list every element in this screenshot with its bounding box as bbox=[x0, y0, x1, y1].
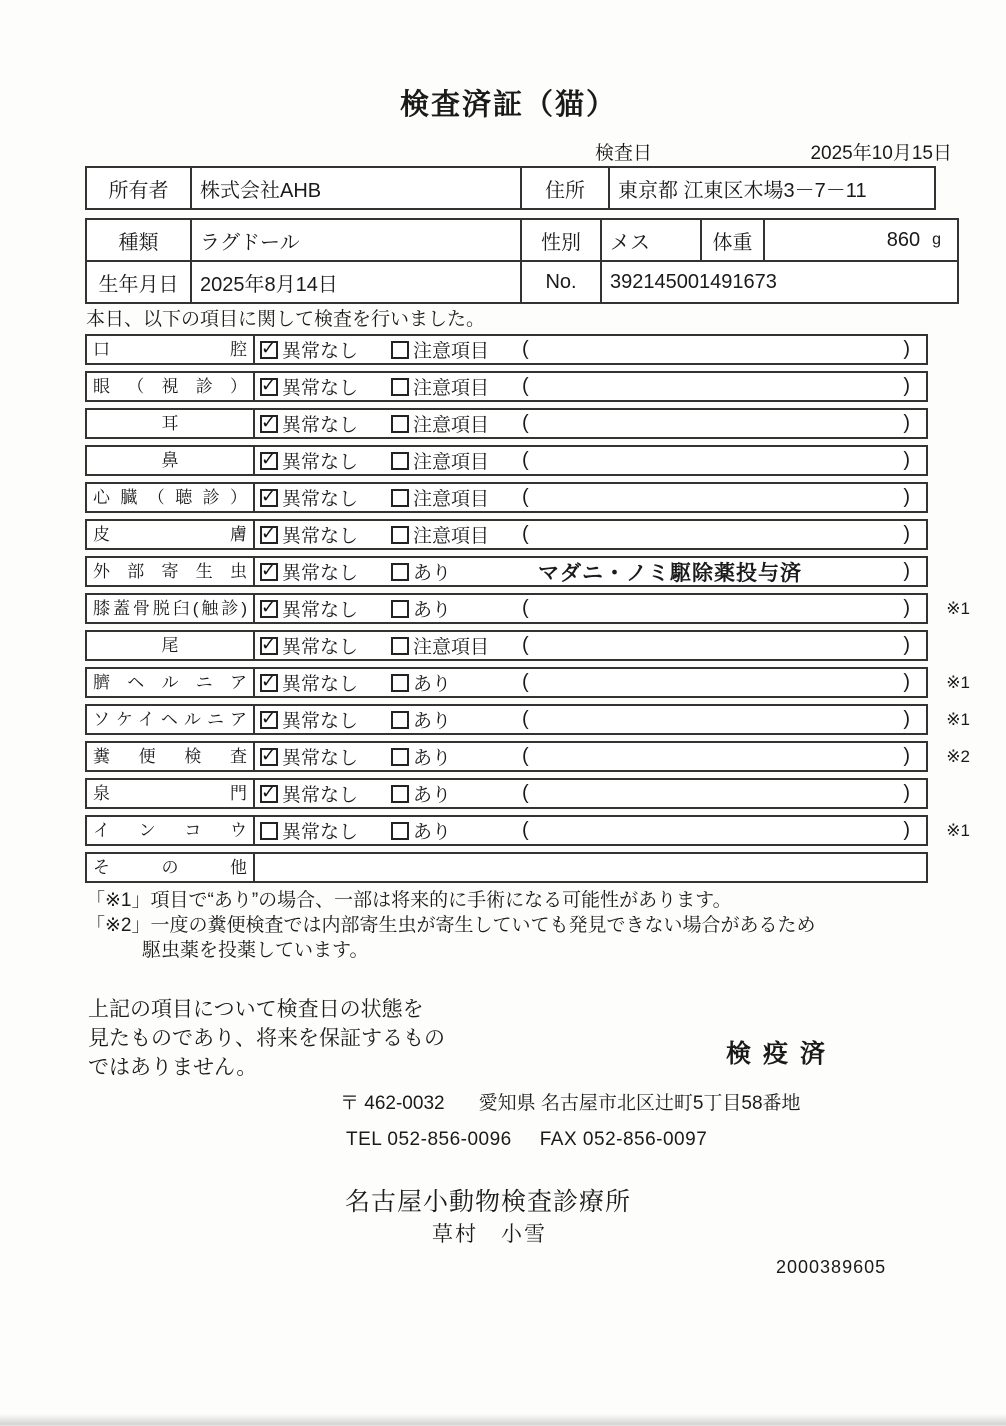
footnote-mark: ※1 bbox=[946, 673, 970, 692]
exam-table-row bbox=[85, 852, 928, 883]
owner-value: 株式会社AHB bbox=[192, 168, 522, 208]
checkbox-label: 異常なし bbox=[282, 563, 359, 584]
exam-item-content bbox=[255, 336, 926, 363]
checkbox-icon bbox=[391, 341, 409, 359]
open-paren: ( bbox=[522, 523, 529, 545]
exam-table-row bbox=[85, 630, 928, 661]
exam-item-label: 皮膚 bbox=[87, 521, 255, 548]
result-paren-area bbox=[522, 597, 926, 620]
exam-table-row bbox=[85, 371, 928, 402]
normal-checkbox bbox=[260, 521, 391, 548]
open-paren: ( bbox=[522, 486, 529, 508]
clinic-tel-line bbox=[346, 1129, 707, 1151]
normal-checkbox bbox=[260, 632, 391, 659]
normal-checkbox bbox=[260, 595, 391, 622]
exam-table bbox=[85, 334, 970, 889]
checkbox-icon bbox=[391, 637, 409, 655]
exam-table-row bbox=[85, 445, 928, 476]
clinic-address: 愛知県 名古屋市北区辻町5丁目58番地 bbox=[478, 1093, 801, 1114]
checkbox-label: 異常なし bbox=[282, 711, 359, 732]
checkbox-label: 異常なし bbox=[282, 785, 359, 806]
result-paren-area bbox=[522, 449, 926, 472]
checkbox-label: 異常なし bbox=[282, 489, 359, 510]
open-paren: ( bbox=[522, 782, 529, 804]
open-paren: ( bbox=[522, 449, 529, 471]
attention-checkbox bbox=[391, 669, 522, 696]
exam-table-row bbox=[85, 556, 928, 587]
checkbox-icon bbox=[260, 341, 278, 359]
open-paren: ( bbox=[522, 634, 529, 656]
footnote-1: 「※1」項目で“あり”の場合、一部は将来的に手術になる可能性があります。 bbox=[86, 890, 732, 911]
checkbox-icon bbox=[391, 822, 409, 840]
disclaimer-line-2: 見たものであり、将来を保証するもの bbox=[88, 1027, 445, 1050]
checkbox-icon bbox=[391, 748, 409, 766]
result-paren-area bbox=[522, 375, 926, 398]
birth-label: 生年月日 bbox=[87, 262, 192, 302]
normal-checkbox bbox=[260, 447, 391, 474]
exam-item-label: 鼻 bbox=[87, 447, 255, 474]
result-paren-area bbox=[522, 412, 926, 435]
footnote-mark: ※2 bbox=[946, 747, 970, 766]
address-label: 住所 bbox=[522, 168, 610, 208]
exam-item-content bbox=[255, 521, 926, 548]
breed-label: 種類 bbox=[87, 220, 192, 260]
normal-checkbox bbox=[260, 743, 391, 770]
checkbox-label: 異常なし bbox=[282, 526, 359, 547]
checkbox-icon bbox=[391, 785, 409, 803]
close-paren: ) bbox=[903, 782, 910, 804]
close-paren: ) bbox=[903, 523, 910, 545]
checkbox-icon bbox=[260, 637, 278, 655]
weight-cell bbox=[765, 220, 957, 260]
breed-value: ラグドール bbox=[192, 220, 522, 260]
footnote-mark: ※1 bbox=[946, 599, 970, 618]
open-paren: ( bbox=[522, 375, 529, 397]
checkbox-label: あり bbox=[413, 563, 452, 584]
checkbox-label: 異常なし bbox=[282, 378, 359, 399]
checkbox-icon bbox=[260, 711, 278, 729]
exam-item-content bbox=[255, 595, 926, 622]
owner-table bbox=[85, 166, 936, 210]
exam-table-row bbox=[85, 667, 970, 698]
checkbox-label: 異常なし bbox=[282, 637, 359, 658]
exam-item-content bbox=[255, 854, 926, 881]
checkbox-label: 異常なし bbox=[282, 415, 359, 436]
exam-item-content bbox=[255, 484, 926, 511]
close-paren: ) bbox=[903, 412, 910, 434]
checkbox-label: あり bbox=[413, 600, 452, 621]
checkbox-icon bbox=[260, 748, 278, 766]
normal-checkbox bbox=[260, 780, 391, 807]
checkbox-icon bbox=[391, 526, 409, 544]
exam-item-label: 耳 bbox=[87, 410, 255, 437]
veterinarian-name: 草村 小雪 bbox=[432, 1223, 547, 1246]
open-paren: ( bbox=[522, 708, 529, 730]
owner-label: 所有者 bbox=[87, 168, 192, 208]
attention-checkbox bbox=[391, 373, 522, 400]
checkbox-icon bbox=[391, 452, 409, 470]
checkbox-icon bbox=[260, 563, 278, 581]
exam-item-label: その他 bbox=[87, 854, 255, 881]
clinic-name: 名古屋小動物検査診療所 bbox=[345, 1188, 632, 1216]
checkbox-icon bbox=[260, 822, 278, 840]
result-paren-area bbox=[522, 634, 926, 657]
close-paren: ) bbox=[903, 560, 910, 582]
exam-item-content bbox=[255, 743, 926, 770]
attention-checkbox bbox=[391, 780, 522, 807]
footnote-mark: ※1 bbox=[946, 710, 970, 729]
exam-item-label: ソケイヘルニア bbox=[87, 706, 255, 733]
info-row-breed bbox=[87, 220, 957, 260]
attention-checkbox bbox=[391, 521, 522, 548]
open-paren: ( bbox=[522, 671, 529, 693]
attention-checkbox bbox=[391, 817, 522, 844]
checkbox-label: 注意項目 bbox=[413, 378, 490, 399]
exam-item-label: インコウ bbox=[87, 817, 255, 844]
checkbox-label: あり bbox=[413, 711, 452, 732]
close-paren: ) bbox=[903, 449, 910, 471]
normal-checkbox bbox=[260, 373, 391, 400]
checkbox-label: 異常なし bbox=[282, 600, 359, 621]
footnotes bbox=[86, 888, 816, 963]
checkbox-icon bbox=[260, 415, 278, 433]
exam-table-row bbox=[85, 408, 928, 439]
page-title: 検査済証（猫） bbox=[399, 89, 617, 121]
clinic-postal-code: 〒 462-0032 bbox=[340, 1093, 445, 1114]
attention-checkbox bbox=[391, 447, 522, 474]
result-paren-area bbox=[522, 708, 926, 731]
normal-checkbox bbox=[260, 410, 391, 437]
exam-item-content bbox=[255, 373, 926, 400]
result-paren-area bbox=[522, 782, 926, 805]
exam-date-value: 2025年10月15日 bbox=[810, 143, 952, 164]
checkbox-label: あり bbox=[413, 674, 452, 695]
open-paren: ( bbox=[522, 597, 529, 619]
clinic-tel: TEL 052-856-0096 bbox=[346, 1129, 512, 1150]
checkbox-label: 注意項目 bbox=[413, 526, 490, 547]
attention-checkbox bbox=[391, 484, 522, 511]
checkbox-label: 異常なし bbox=[282, 822, 359, 843]
exam-item-label: 泉門 bbox=[87, 780, 255, 807]
weight-label: 体重 bbox=[702, 220, 765, 260]
exam-table-row bbox=[85, 334, 928, 365]
result-note: マダニ・ノミ駆除薬投与済 bbox=[538, 561, 802, 585]
intro-text: 本日、以下の項目に関して検査を行いました。 bbox=[86, 309, 486, 330]
attention-checkbox bbox=[391, 410, 522, 437]
open-paren: ( bbox=[522, 338, 529, 360]
checkbox-icon bbox=[391, 674, 409, 692]
weight-value: 860 bbox=[886, 228, 921, 251]
scan-artifact bbox=[0, 1414, 1006, 1426]
checkbox-label: 注意項目 bbox=[413, 489, 490, 510]
exam-table-row bbox=[85, 704, 970, 735]
attention-checkbox bbox=[391, 632, 522, 659]
exam-table-row bbox=[85, 815, 970, 846]
exam-item-content bbox=[255, 558, 926, 585]
close-paren: ) bbox=[903, 634, 910, 656]
attention-checkbox bbox=[391, 558, 522, 585]
exam-table-row bbox=[85, 593, 970, 624]
checkbox-label: 注意項目 bbox=[413, 452, 490, 473]
open-paren: ( bbox=[522, 412, 529, 434]
exam-item-content bbox=[255, 706, 926, 733]
sex-label: 性別 bbox=[522, 220, 602, 260]
checkbox-icon bbox=[391, 563, 409, 581]
quarantine-passed-stamp: 検疫済 bbox=[726, 1040, 838, 1068]
checkbox-label: 注意項目 bbox=[413, 341, 490, 362]
animal-info-table bbox=[85, 218, 959, 304]
close-paren: ) bbox=[903, 375, 910, 397]
checkbox-icon bbox=[391, 600, 409, 618]
result-paren-area bbox=[522, 338, 926, 361]
normal-checkbox bbox=[260, 817, 391, 844]
normal-checkbox bbox=[260, 706, 391, 733]
exam-table-row bbox=[85, 519, 928, 550]
exam-item-label: 心臓（聴診） bbox=[87, 484, 255, 511]
footnote-2-continued: 駆虫薬を投薬しています。 bbox=[142, 940, 369, 961]
attention-checkbox bbox=[391, 595, 522, 622]
close-paren: ) bbox=[903, 819, 910, 841]
open-paren: ( bbox=[522, 745, 529, 767]
normal-checkbox bbox=[260, 484, 391, 511]
disclaimer-line-3: ではありません。 bbox=[88, 1056, 258, 1079]
exam-table-row bbox=[85, 482, 928, 513]
birth-value: 2025年8月14日 bbox=[192, 262, 522, 302]
checkbox-label: 異常なし bbox=[282, 674, 359, 695]
checkbox-icon bbox=[260, 674, 278, 692]
exam-item-label: 眼（視診） bbox=[87, 373, 255, 400]
footnote-mark: ※1 bbox=[946, 821, 970, 840]
serial-number: 2000389605 bbox=[776, 1257, 887, 1277]
checkbox-label: あり bbox=[413, 748, 452, 769]
close-paren: ) bbox=[903, 745, 910, 767]
checkbox-icon bbox=[391, 378, 409, 396]
attention-checkbox bbox=[391, 336, 522, 363]
exam-item-content bbox=[255, 410, 926, 437]
no-label: No. bbox=[522, 262, 602, 302]
footnote-2: 「※2」一度の糞便検査では内部寄生虫が寄生していても発見できない場合があるため bbox=[86, 915, 816, 936]
checkbox-label: 注意項目 bbox=[413, 415, 490, 436]
result-paren-area bbox=[522, 745, 926, 768]
exam-table-row bbox=[85, 741, 970, 772]
normal-checkbox bbox=[260, 336, 391, 363]
exam-item-content bbox=[255, 817, 926, 844]
result-paren-area bbox=[522, 819, 926, 842]
checkbox-icon bbox=[260, 600, 278, 618]
exam-item-content bbox=[255, 780, 926, 807]
result-paren-area bbox=[522, 523, 926, 546]
checkbox-icon bbox=[391, 489, 409, 507]
no-value: 392145001491673 bbox=[610, 270, 777, 293]
clinic-fax: FAX 052-856-0097 bbox=[539, 1129, 708, 1150]
checkbox-label: あり bbox=[413, 822, 452, 843]
checkbox-icon bbox=[391, 415, 409, 433]
result-paren-area bbox=[522, 557, 926, 587]
close-paren: ) bbox=[903, 486, 910, 508]
result-paren-area bbox=[522, 486, 926, 509]
weight-unit: g bbox=[932, 231, 941, 248]
close-paren: ) bbox=[903, 671, 910, 693]
exam-item-content bbox=[255, 669, 926, 696]
exam-date-label: 検査日 bbox=[595, 143, 653, 164]
checkbox-icon bbox=[391, 711, 409, 729]
normal-checkbox bbox=[260, 558, 391, 585]
exam-item-label: 外部寄生虫 bbox=[87, 558, 255, 585]
result-paren-area bbox=[522, 671, 926, 694]
clinic-address-line bbox=[340, 1088, 801, 1115]
exam-item-label: 尾 bbox=[87, 632, 255, 659]
checkbox-label: あり bbox=[413, 785, 452, 806]
exam-item-label: 口腔 bbox=[87, 336, 255, 363]
address-value: 東京都 江東区木場3－7－11 bbox=[618, 179, 867, 202]
normal-checkbox bbox=[260, 669, 391, 696]
exam-item-label: 膝蓋骨脱臼(触診) bbox=[87, 595, 255, 622]
exam-date-row bbox=[85, 138, 952, 165]
close-paren: ) bbox=[903, 597, 910, 619]
checkbox-icon bbox=[260, 378, 278, 396]
close-paren: ) bbox=[903, 708, 910, 730]
checkbox-icon bbox=[260, 526, 278, 544]
exam-table-row bbox=[85, 778, 928, 809]
exam-item-content bbox=[255, 447, 926, 474]
checkbox-icon bbox=[260, 452, 278, 470]
disclaimer-line-1: 上記の項目について検査日の状態を bbox=[88, 998, 424, 1021]
attention-checkbox bbox=[391, 743, 522, 770]
exam-item-content bbox=[255, 632, 926, 659]
open-paren: ( bbox=[522, 819, 529, 841]
sex-value: メス bbox=[602, 220, 702, 260]
exam-item-label: 糞便検査 bbox=[87, 743, 255, 770]
checkbox-label: 異常なし bbox=[282, 341, 359, 362]
checkbox-label: 異常なし bbox=[282, 748, 359, 769]
checkbox-icon bbox=[260, 785, 278, 803]
close-paren: ) bbox=[903, 338, 910, 360]
exam-item-label: 臍ヘルニア bbox=[87, 669, 255, 696]
info-row-birth bbox=[87, 260, 957, 302]
checkbox-icon bbox=[260, 489, 278, 507]
checkbox-label: 注意項目 bbox=[413, 637, 490, 658]
disclaimer-text bbox=[88, 995, 445, 1082]
attention-checkbox bbox=[391, 706, 522, 733]
checkbox-label: 異常なし bbox=[282, 452, 359, 473]
